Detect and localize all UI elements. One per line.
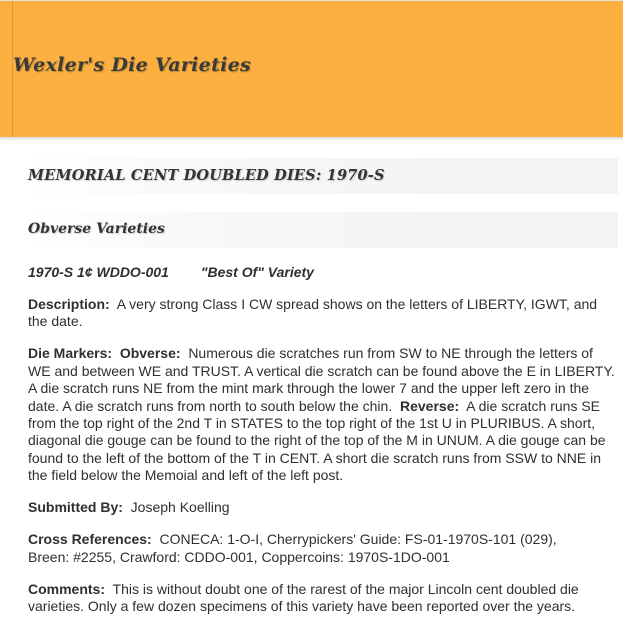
cross-references-paragraph: [28, 531, 616, 566]
submitted-label: Submitted By:: [28, 499, 123, 516]
cross-references-label: Cross References:: [28, 531, 152, 548]
variety-title-line: [28, 264, 616, 281]
description-paragraph: [28, 296, 616, 331]
site-title: Wexler's Die Varieties: [13, 54, 252, 76]
submitted-by: Joseph Koelling: [130, 499, 230, 516]
variety-designation: "Best Of" Variety: [200, 264, 314, 280]
die-markers-label: Die Markers:: [28, 345, 113, 362]
description-label: Description:: [28, 296, 110, 312]
obverse-markers-text: Numerous die scratches run from SW to NE through the letters of WE and between WE and TRUST. A vertical die scratch can be found above the E in LIBERTY. A die scratch runs NE from the mint mark through the lower 7 and the upper left zero in the date. A die scratch runs from north to south below the chin.: [28, 345, 615, 414]
obverse-label: Obverse:: [119, 345, 181, 362]
cross-references-line-1: CONECA: 1-O-I, Cherrypickers' Guide: FS-01-1970S-101 (029),: [159, 531, 557, 548]
comments-paragraph: [28, 581, 616, 616]
submitted-paragraph: [28, 499, 616, 516]
comments-text: This is without doubt one of the rarest of the major Lincoln cent doubled die varieties. Only a few dozen specimens of this variety have been reported over the years.: [28, 580, 579, 615]
site-header: [0, 0, 623, 137]
variety-id: 1970-S 1¢ WDDO-001: [28, 264, 169, 280]
cross-references-line-2: Breen: #2255, Crawford: CDDO-001, Coppercoins: 1970S-1DO-001: [28, 548, 450, 565]
comments-label: Comments:: [28, 580, 106, 597]
description-text: A very strong Class I CW spread shows on the letters of LIBERTY, IGWT, and the date.: [28, 296, 598, 330]
reverse-markers-text: A die scratch runs SE from the top right of the 2nd T in STATES to the top right of the 1st U in PLURIBUS. A short, diagonal die gouge can be found to the right of the top of the M in UNUM. A die gouge can be found to the left of the bottom of the T in CENT. A short die scratch runs from SSW to NNE in the field below the Memoial and left of the left post.: [28, 397, 606, 484]
page-heading: MEMORIAL CENT DOUBLED DIES: 1970-S: [28, 167, 385, 184]
die-markers-paragraph: [28, 345, 616, 484]
variety-content: [28, 264, 616, 630]
reverse-label: Reverse:: [400, 397, 460, 414]
subheading: Obverse Varieties: [28, 221, 165, 237]
header-shadow: [0, 137, 623, 141]
